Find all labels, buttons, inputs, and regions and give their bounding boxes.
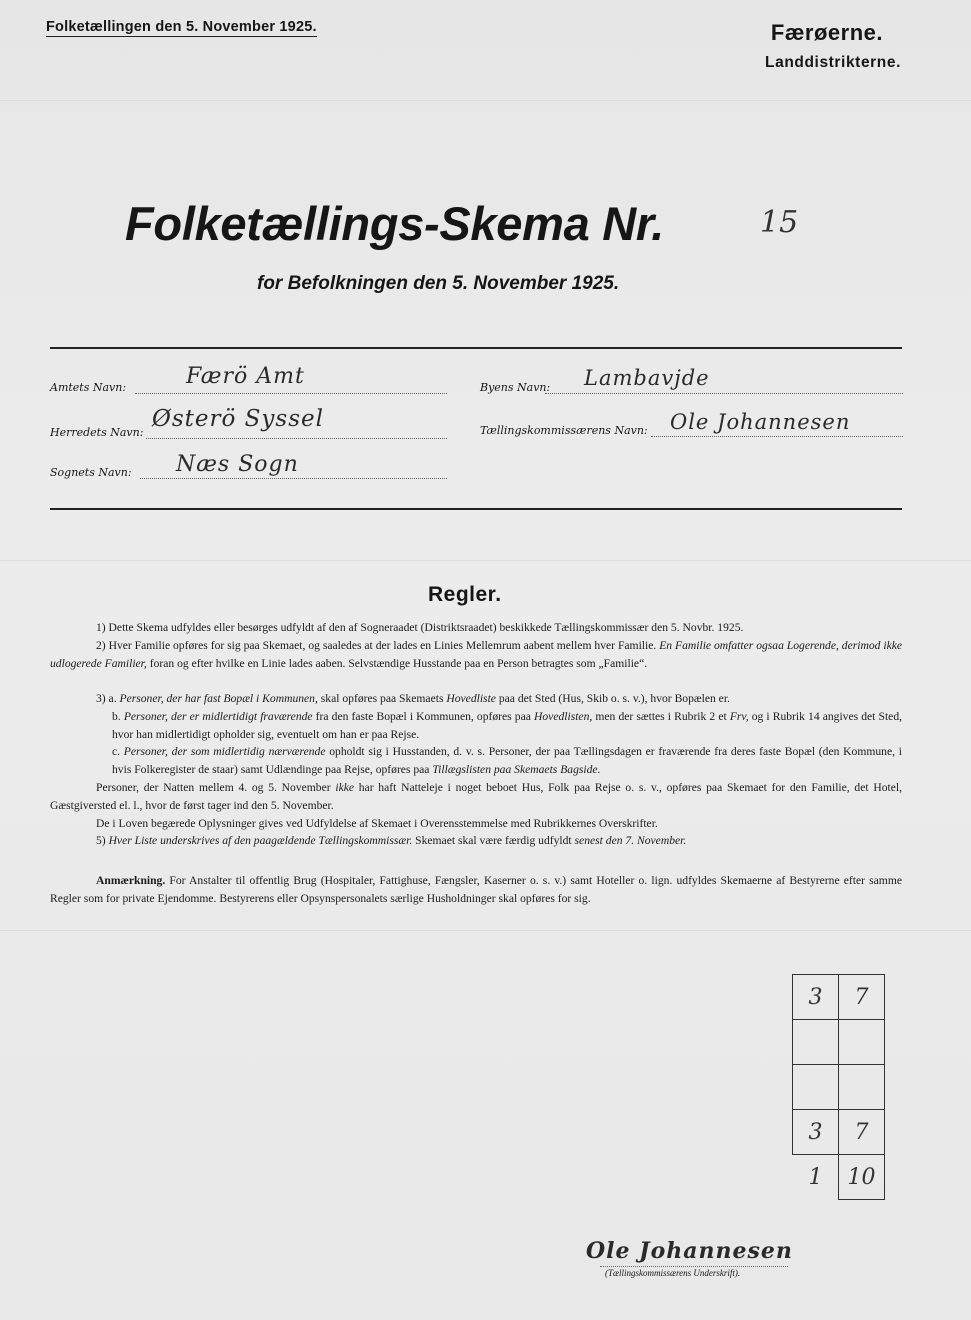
sogn-label: Sognets Navn: (50, 466, 132, 479)
tally-cell: 3 (792, 1109, 839, 1155)
signature-line (600, 1266, 788, 1267)
herred-line (146, 438, 447, 439)
region-subtitle: Landdistrikterne. (765, 54, 901, 71)
rule-3c: c. Personer, der som midlertidig nærværende opholdt sig i Husstanden, d. v. s. Personer, der paa Tællingsdagen er fraværende fra deres faste Bopæl (den Kommune, i hvis Folkeregister de staar) samt Udlændinge paa Rejse, opføres paa Tillægslisten paa Skemaets Bagside. (112, 745, 902, 776)
rule-3b: b. Personer, der er midlertidigt fraværende fra den faste Bopæl i Kommunen, opføres paa Hovedlisten, men der sættes i Rubrik 2 et Frv, og i Rubrik 14 angives det Sted, hvor han midlertidigt opholder sig, eventuelt om han er paa Rejse. (112, 710, 903, 741)
census-header: Folketællingen den 5. November 1925. (46, 19, 317, 35)
tally-cell: 7 (838, 1109, 885, 1155)
rule-1: 1) Dette Skema udfyldes eller besørges udfyldt af den af Sogneraadet (Distriktsraadet) beskikkede Tællingskommissær den 5. Novbr. 1925. (96, 621, 744, 634)
page-subtitle: for Befolkningen den 5. November 1925. (257, 273, 620, 294)
rule-4: De i Loven begærede Oplysninger gives ved Udfyldelse af Skemaet i Overensstemmelse med Rubrikkernes Overskrifter. (96, 817, 658, 830)
note: Anmærkning. For Anstalter til offentlig Brug (Hospitaler, Fattighuse, Fængsler, Kaserner o. s. v.) samt Hoteller o. lign. udfyldes Skemaerne af Bestyrerne efter samme Regler som for private Ejendomme. Bestyrerens eller Opsynspersonalets særlige Husholdninger skal opføres for sig. (50, 874, 902, 905)
tally-cell (792, 1064, 839, 1110)
tally-cell: 7 (838, 974, 885, 1020)
tally-cell (792, 1019, 839, 1065)
bleed-line (0, 560, 971, 561)
tally-cell: 1 (808, 1165, 823, 1190)
rule-3a: 3) a. Personer, der har fast Bopæl i Kommunen, skal opføres paa Skemaets Hovedliste paa det Sted (Hus, Skib o. s. v.), hvor Bopælen er. (96, 692, 730, 705)
rule-3d: Personer, der Natten mellem 4. og 5. November ikke har haft Natteleje i noget beboet Hus, Folk paa Rejse o. s. v., opføres paa Skemaet for den Familie, det Hotel, Gæstgiversted el. l., hvor de først tager ind den 5. November. (50, 781, 902, 812)
rule-5: 5) Hver Liste underskrives af den paagældende Tællingskommissær. Skemaet skal være færdig udfyldt senest den 7. November. (96, 834, 687, 847)
by-line (545, 393, 903, 394)
herred-label: Herredets Navn: (50, 426, 144, 439)
schema-number: 15 (760, 205, 799, 240)
kommissaer-line (651, 436, 903, 437)
sogn-value: Næs Sogn (176, 452, 299, 477)
sogn-line (140, 478, 447, 479)
by-value: Lambavjde (584, 366, 710, 390)
tally-cell (838, 1064, 885, 1110)
amt-value: Færö Amt (186, 364, 305, 389)
kommissaer-value: Ole Johannesen (670, 410, 851, 434)
amt-line (135, 393, 447, 394)
rules-heading: Regler. (428, 583, 502, 606)
signature: Ole Johannesen (586, 1238, 793, 1264)
rule-2: 2) Hver Familie opføres for sig paa Skemaet, og saaledes at der lades en Linies Mellemrum aabent mellem hver Familie. En Familie omfatter ogsaa Logerende, derimod ikke udlogerede Familier, foran og efter hvilke en Linie lades aaben. Selvstændige Husstande paa en Person betragtes som „Familie“. (50, 639, 903, 670)
kommissaer-label: Tællingskommissærens Navn: (480, 424, 648, 437)
tally-cell (838, 1019, 885, 1065)
by-label: Byens Navn: (480, 381, 551, 394)
top-rule (50, 347, 902, 349)
amt-label: Amtets Navn: (50, 381, 127, 394)
signature-label: (Tællingskommissærens Underskrift). (605, 1268, 741, 1278)
bleed-line (0, 930, 971, 931)
tally-cell: 3 (792, 974, 839, 1020)
region-title: Færøerne. (770, 20, 883, 45)
page-title: Folketællings-Skema Nr. (125, 197, 664, 250)
tally-cell: 10 (838, 1154, 885, 1200)
bottom-rule (50, 508, 902, 510)
bleed-line (0, 100, 971, 101)
herred-value: Østerö Syssel (152, 406, 324, 432)
